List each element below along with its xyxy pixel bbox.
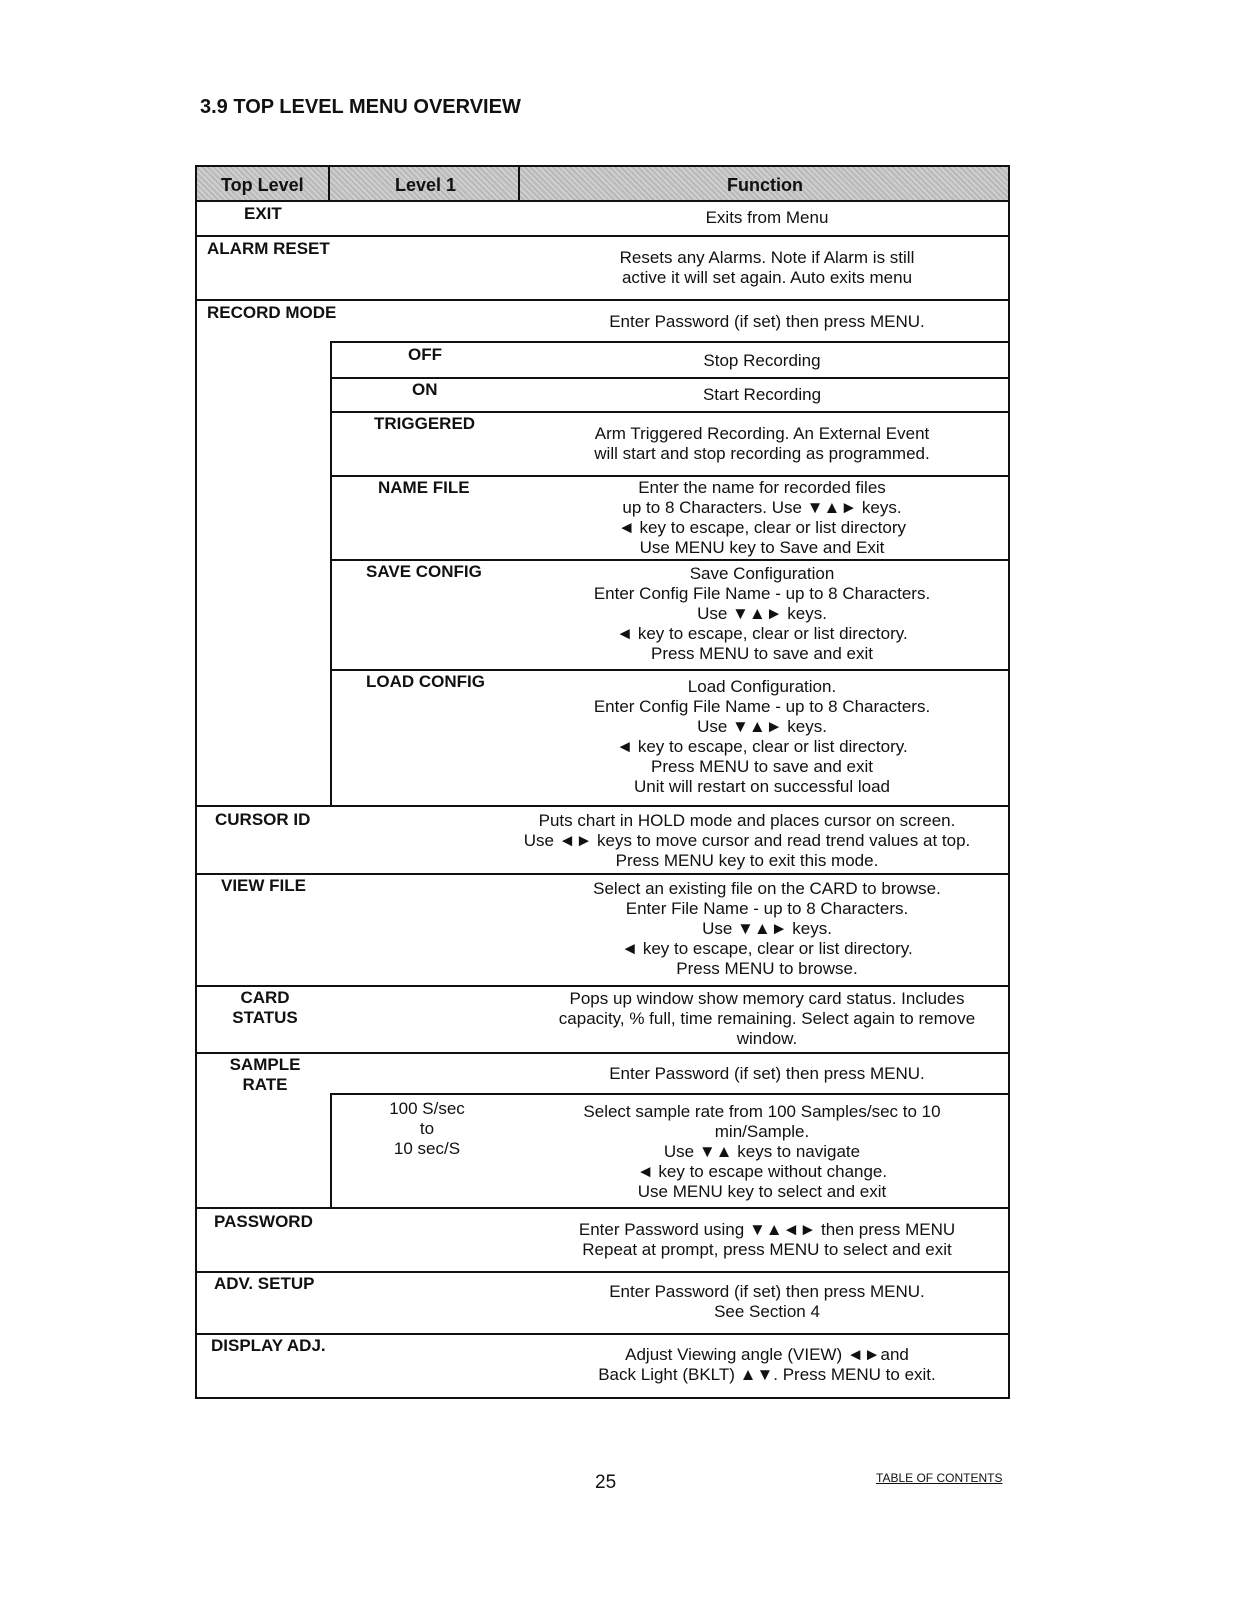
row-label: ALARM RESET	[207, 239, 330, 258]
table-row	[195, 1207, 1010, 1273]
row-function: Save Configuration Enter Config File Name - up to 8 Characters. Use ▼▲► keys. ◄ key to escape, clear or list directory. Press MENU to save and exit	[593, 564, 931, 663]
table-row	[330, 343, 1010, 379]
row-label: PASSWORD	[214, 1212, 313, 1231]
table-row	[330, 561, 1010, 671]
row-label: NAME FILE	[378, 478, 470, 497]
row-function: Enter the name for recorded files up to 8 Characters. Use ▼▲► keys. ◄ key to escape, clear or list directory Use MENU key to Save and Exit	[618, 478, 906, 557]
row-function: Exits from Menu	[705, 208, 829, 227]
row-label: OFF	[408, 345, 442, 364]
row-label: CURSOR ID	[215, 810, 311, 829]
table-row	[330, 1093, 1010, 1209]
table-row	[330, 477, 1010, 561]
row-function: Load Configuration. Enter Config File Name - up to 8 Characters. Use ▼▲► keys. ◄ key to escape, clear or list directory. Press MENU to save and exit Unit will restart on successful load	[593, 677, 931, 796]
header-divider	[328, 167, 330, 200]
row-label: SAMPLE RATE	[229, 1055, 301, 1094]
table-row	[195, 235, 1010, 301]
row-function: Enter Password using ▼▲◄► then press MENU Repeat at prompt, press MENU to select and exit	[578, 1220, 956, 1259]
header-top-level: Top Level	[221, 175, 304, 195]
row-function: Select an existing file on the CARD to browse. Enter File Name - up to 8 Characters. Use ▼▲► keys. ◄ key to escape, clear or list directory. Press MENU to browse.	[593, 879, 941, 978]
page-number: 25	[595, 1472, 617, 1493]
header-divider	[518, 167, 520, 200]
row-function: Start Recording	[702, 385, 822, 404]
row-label: EXIT	[244, 204, 282, 223]
table-row	[330, 413, 1010, 477]
row-label: ON	[412, 380, 438, 399]
table-row	[195, 985, 1010, 1054]
row-label: DISPLAY ADJ.	[211, 1336, 326, 1355]
row-function: Adjust Viewing angle (VIEW) ◄►and Back Light (BKLT) ▲▼. Press MENU to exit.	[598, 1345, 936, 1384]
row-function: Select sample rate from 100 Samples/sec to 10 min/Sample. Use ▼▲ keys to navigate ◄ key to escape without change. Use MENU key to select and exit	[583, 1102, 941, 1201]
row-label: LOAD CONFIG	[366, 672, 485, 691]
row-function: Arm Triggered Recording. An External Event will start and stop recording as programmed.	[594, 424, 930, 463]
row-function: Enter Password (if set) then press MENU.	[609, 1064, 925, 1083]
row-label: ADV. SETUP	[214, 1274, 315, 1293]
row-function: Enter Password (if set) then press MENU.	[609, 312, 925, 331]
row-function: Puts chart in HOLD mode and places cursor on screen. Use ◄► keys to move cursor and read trend values at top. Press MENU key to exit this mode.	[523, 811, 971, 870]
table-row	[330, 671, 1010, 807]
row-label: RECORD MODE	[207, 303, 337, 322]
table-row	[195, 1333, 1010, 1399]
row-function: Resets any Alarms. Note if Alarm is still active it will set again. Auto exits menu	[619, 248, 915, 287]
row-label: TRIGGERED	[374, 414, 476, 433]
table-header	[195, 165, 1010, 202]
row-function: Pops up window show memory card status. Includes capacity, % full, time remaining. Select again to remove window.	[558, 989, 976, 1048]
table-of-contents-link[interactable]: TABLE OF CONTENTS	[876, 1471, 1003, 1485]
table-row	[330, 379, 1010, 413]
row-label: SAVE CONFIG	[366, 562, 482, 581]
header-function: Function	[727, 175, 803, 195]
table-row	[195, 873, 1010, 987]
row-label: CARD STATUS	[232, 988, 298, 1027]
table-row	[195, 805, 1010, 875]
page-title: 3.9 TOP LEVEL MENU OVERVIEW	[200, 96, 521, 118]
row-label: 100 S/sec to 10 sec/S	[389, 1099, 465, 1158]
row-label: VIEW FILE	[221, 876, 306, 895]
header-level1: Level 1	[395, 175, 457, 195]
row-function: Enter Password (if set) then press MENU. See Section 4	[609, 1282, 925, 1321]
table-row	[195, 1271, 1010, 1335]
table-row	[195, 200, 1010, 237]
row-function: Stop Recording	[703, 351, 821, 370]
